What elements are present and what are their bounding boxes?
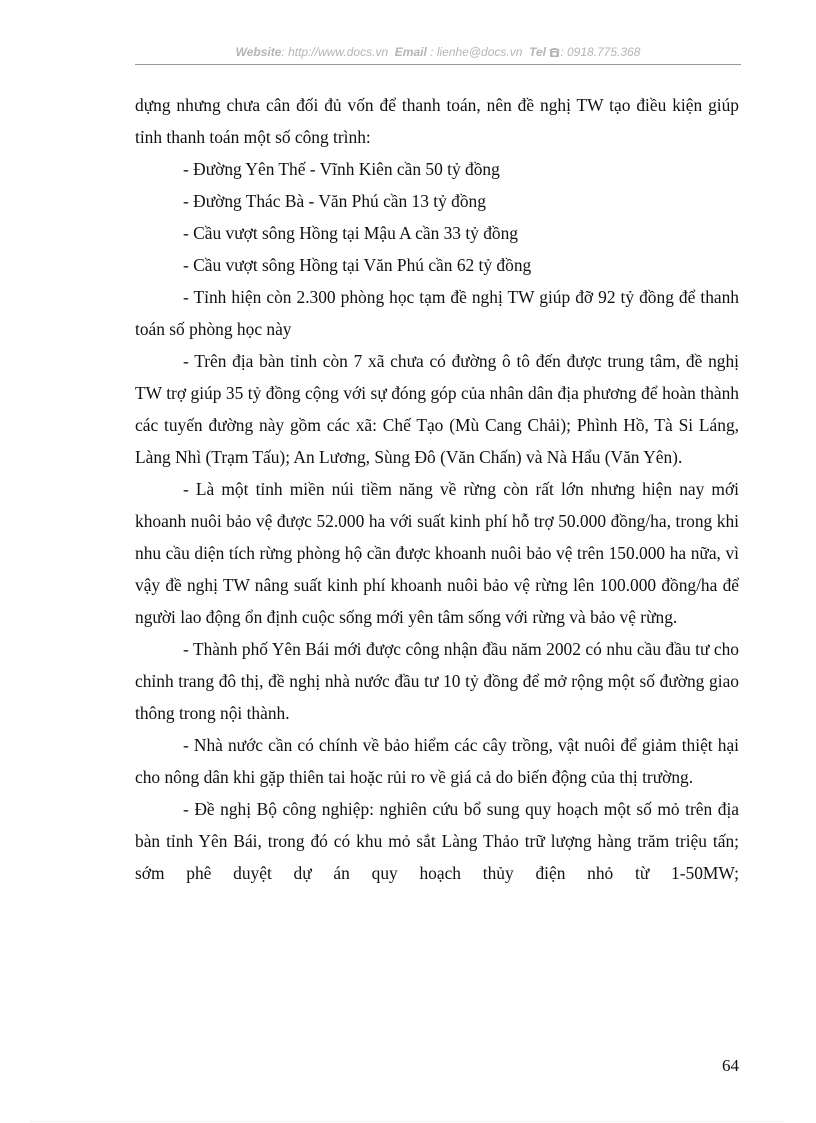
page-number: 64 xyxy=(722,1056,739,1075)
list-item: - Tỉnh hiện còn 2.300 phòng học tạm đề nghị TW giúp đỡ 92 tỷ đồng để thanh toán số phòng học này xyxy=(135,287,739,339)
website-value: : http://www.docs.vn xyxy=(281,45,389,59)
email-value: : lienhe@docs.vn xyxy=(430,45,523,59)
tel-value: : 0918.775.368 xyxy=(560,45,641,59)
document-body xyxy=(135,89,739,889)
website-label: Website xyxy=(235,45,282,59)
paragraph: dựng nhưng chưa cân đối đủ vốn để thanh toán, nên đề nghị TW tạo điều kiện giúp tỉnh thanh toán một số công trình: xyxy=(135,95,739,147)
list-item: - Cầu vượt sông Hồng tại Văn Phú cần 62 tỷ đồng xyxy=(183,255,532,275)
list-item: - Đề nghị Bộ công nghiệp: nghiên cứu bổ sung quy hoạch một số mỏ trên địa bàn tỉnh Yên Bái, trong đó có khu mỏ sắt Làng Thảo trữ lượng hàng trăm triệu tấn; sớm phê duyệt dự án quy hoạch thủy điện nhỏ từ 1-50MW; xyxy=(135,799,739,883)
phone-icon xyxy=(549,46,560,60)
tel-label: Tel xyxy=(529,45,546,59)
footer-divider xyxy=(30,1121,786,1122)
list-item: - Cầu vượt sông Hồng tại Mậu A cần 33 tỷ đồng xyxy=(183,223,519,243)
list-item: - Trên địa bàn tỉnh còn 7 xã chưa có đường ô tô đến được trung tâm, đề nghị TW trợ giúp 35 tỷ đồng cộng với sự đóng góp của nhân dân địa phương để hoàn thành các tuyến đường này gồm các xã: Chế Tạo (Mù Cang Chải); Phình Hồ, Tà Si Láng, Làng Nhì (Trạm Tấu); An Lương, Sùng Đô (Văn Chấn) và Nà Hẩu (Văn Yên). xyxy=(135,351,739,467)
list-item: - Nhà nước cần có chính về bảo hiểm các cây trồng, vật nuôi để giảm thiệt hại cho nông dân khi gặp thiên tai hoặc rủi ro về giá cả do biến động của thị trường. xyxy=(135,735,739,787)
header-divider xyxy=(135,64,741,65)
list-item: - Đường Thác Bà - Văn Phú cần 13 tỷ đồng xyxy=(183,191,486,211)
list-item: - Là một tỉnh miền núi tiềm năng về rừng còn rất lớn nhưng hiện nay mới khoanh nuôi bảo vệ được 52.000 ha với suất kinh phí hỗ trợ 50.000 đồng/ha, trong khi nhu cầu diện tích rừng phòng hộ cần được khoanh nuôi bảo vệ trên 150.000 ha nữa, vì vậy đề nghị TW nâng suất kinh phí khoanh nuôi bảo vệ rừng lên 100.000 đồng/ha để người lao động ổn định cuộc sống mới yên tâm sống với rừng và bảo vệ rừng. xyxy=(135,479,739,627)
list-item: - Thành phố Yên Bái mới được công nhận đầu năm 2002 có nhu cầu đầu tư cho chỉnh trang đô thị, đề nghị nhà nước đầu tư 10 tỷ đồng để mở rộng một số đường giao thông trong nội thành. xyxy=(135,639,739,723)
email-label: Email xyxy=(394,45,427,59)
page-header xyxy=(135,45,741,60)
list-item: - Đường Yên Thế - Vĩnh Kiên cần 50 tỷ đồng xyxy=(183,159,500,179)
